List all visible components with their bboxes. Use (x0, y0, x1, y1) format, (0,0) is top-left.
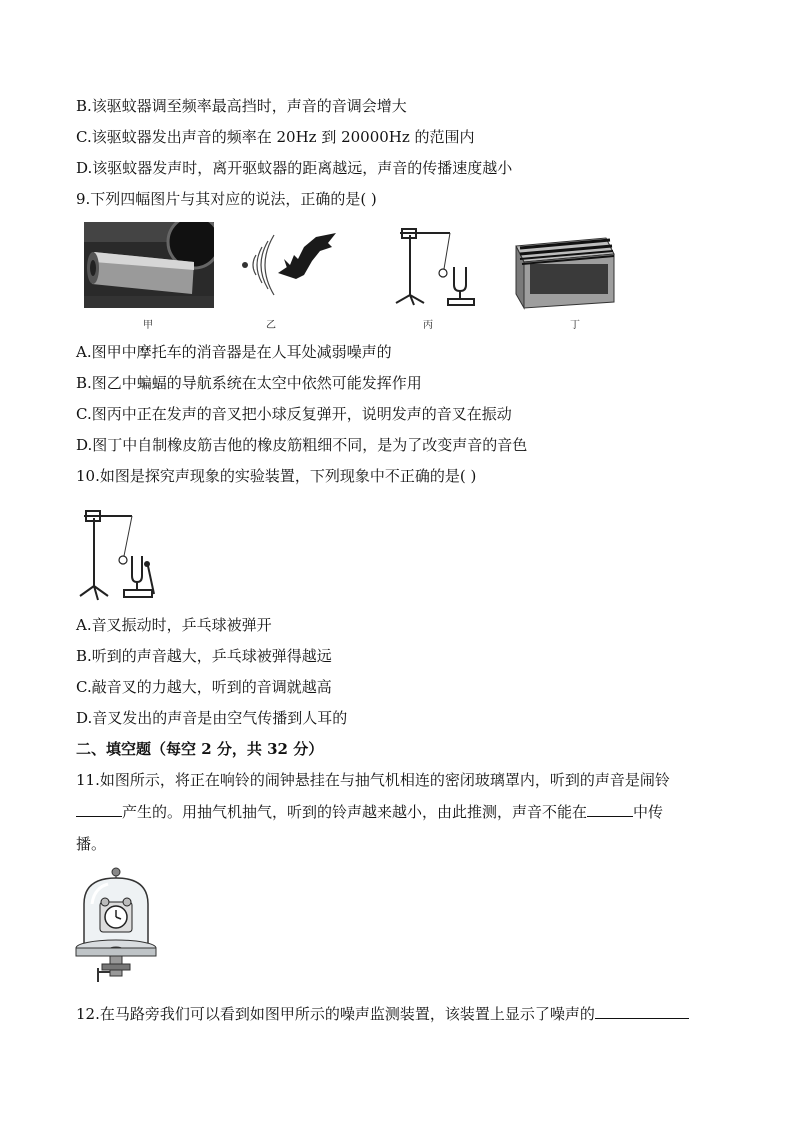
q11-line-1: 11.如图所示，将正在响铃的闹钟悬挂在与抽气机相连的密闭玻璃罩内，听到的声音是闹铃 (76, 771, 670, 789)
q9-option-d: D.图丁中自制橡皮筋吉他的橡皮筋粗细不同，是为了改变声音的音色 (76, 436, 528, 454)
figure-ding-caption: 丁 (570, 320, 580, 331)
q11-line-3: 播。 (76, 835, 107, 853)
section-2-title: 二、填空题（每空 2 分，共 32 分） (76, 740, 324, 758)
q11-line-2-text-b: 中传 (633, 803, 664, 821)
q11-figure-bell-jar (72, 864, 160, 992)
q10-option-d: D.音叉发出的声音是由空气传播到人耳的 (76, 709, 348, 727)
q11-blank-1[interactable] (76, 802, 122, 817)
q8-option-c: C.该驱蚊器发出声音的频率在 20Hz 到 20000Hz 的范围内 (76, 128, 475, 146)
figure-yi-bat (232, 225, 340, 305)
q10-option-b: B.听到的声音越大，乒乓球被弹得越远 (76, 647, 332, 665)
q12-line-1 (76, 1004, 689, 1024)
figure-yi-caption: 乙 (266, 320, 276, 331)
q10-figure-tuning-fork (74, 504, 158, 604)
q11-line-2 (76, 802, 663, 822)
figure-ding-rubber-band-box (510, 228, 620, 310)
q9-option-c: C.图丙中正在发声的音叉把小球反复弹开，说明发声的音叉在振动 (76, 405, 512, 423)
q10-option-c: C.敲音叉的力越大，听到的音调就越高 (76, 678, 332, 696)
q11-blank-2[interactable] (587, 802, 633, 817)
q10-stem: 10.如图是探究声现象的实验装置，下列现象中不正确的是( ) (76, 467, 477, 485)
q9-stem: 9.下列四幅图片与其对应的说法，正确的是( ) (76, 190, 377, 208)
q12-blank-1[interactable] (595, 1004, 689, 1019)
figure-jia-muffler (84, 222, 214, 308)
q11-line-2-text-a: 产生的。用抽气机抽气，听到的铃声越来越小，由此推测，声音不能在 (122, 803, 588, 821)
figure-jia-caption: 甲 (143, 320, 153, 331)
q9-option-b: B.图乙中蝙蝠的导航系统在太空中依然可能发挥作用 (76, 374, 422, 392)
q8-option-b: B.该驱蚊器调至频率最高挡时，声音的音调会增大 (76, 97, 407, 115)
q12-line-1-text: 12.在马路旁我们可以看到如图甲所示的噪声监测装置，该装置上显示了噪声的 (76, 1005, 595, 1023)
q8-option-d: D.该驱蚊器发声时，离开驱蚊器的距离越远，声音的传播速度越小 (76, 159, 513, 177)
figure-bing-caption: 丙 (423, 320, 433, 331)
q9-option-a: A.图甲中摩托车的消音器是在人耳处减弱噪声的 (76, 343, 392, 361)
figure-bing-tuning-fork (388, 225, 488, 309)
q10-option-a: A.音叉振动时，乒乓球被弹开 (76, 616, 272, 634)
